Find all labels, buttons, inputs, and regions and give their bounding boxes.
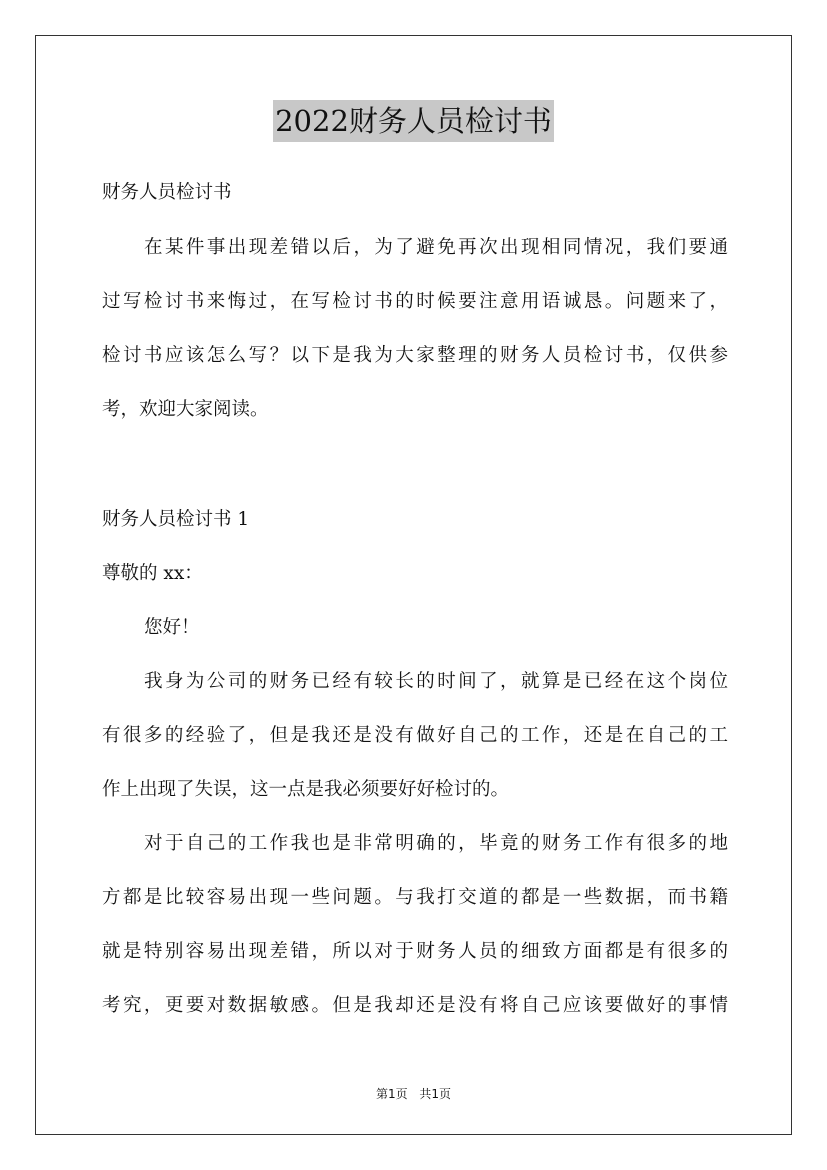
intro-line-3: 检讨书应该怎么写？以下是我为大家整理的财务人员检讨书，仅供参 bbox=[102, 345, 728, 366]
greeting: 您好！ bbox=[144, 617, 200, 638]
intro-line-4: 考，欢迎大家阅读。 bbox=[102, 399, 269, 420]
para1-line-1: 我身为公司的财务已经有较长的时间了，就算是已经在这个岗位 bbox=[144, 671, 728, 692]
document-title: 2022财务人员检讨书 bbox=[273, 100, 554, 142]
para2-line-1: 对于自己的工作我也是非常明确的，毕竟的财务工作有很多的地 bbox=[144, 833, 728, 854]
para1-line-2: 有很多的经验了，但是我还是没有做好自己的工作，还是在自己的工 bbox=[102, 725, 728, 746]
para2-line-4: 考究，更要对数据敏感。但是我却还是没有将自己应该要做好的事情 bbox=[102, 995, 728, 1016]
para1-line-3: 作上出现了失误，这一点是我必须要好好检讨的。 bbox=[102, 779, 510, 800]
intro-line-1: 在某件事出现差错以后，为了避免再次出现相同情况，我们要通 bbox=[144, 237, 728, 258]
title-container bbox=[0, 100, 827, 142]
para2-line-2: 方都是比较容易出现一些问题。与我打交道的都是一些数据，而书籍 bbox=[102, 887, 728, 908]
intro-line-2: 过写检讨书来悔过，在写检讨书的时候要注意用语诚恳。问题来了， bbox=[102, 291, 728, 312]
page-number-current: 第1页 bbox=[375, 1087, 408, 1101]
page-footer bbox=[0, 1085, 827, 1102]
document-subtitle: 财务人员检讨书 bbox=[102, 182, 232, 203]
salutation: 尊敬的 xx： bbox=[102, 563, 203, 584]
page-number-total: 共1页 bbox=[419, 1087, 452, 1101]
section-heading: 财务人员检讨书 1 bbox=[102, 509, 250, 530]
para2-line-3: 就是特别容易出现差错，所以对于财务人员的细致方面都是有很多的 bbox=[102, 941, 728, 962]
